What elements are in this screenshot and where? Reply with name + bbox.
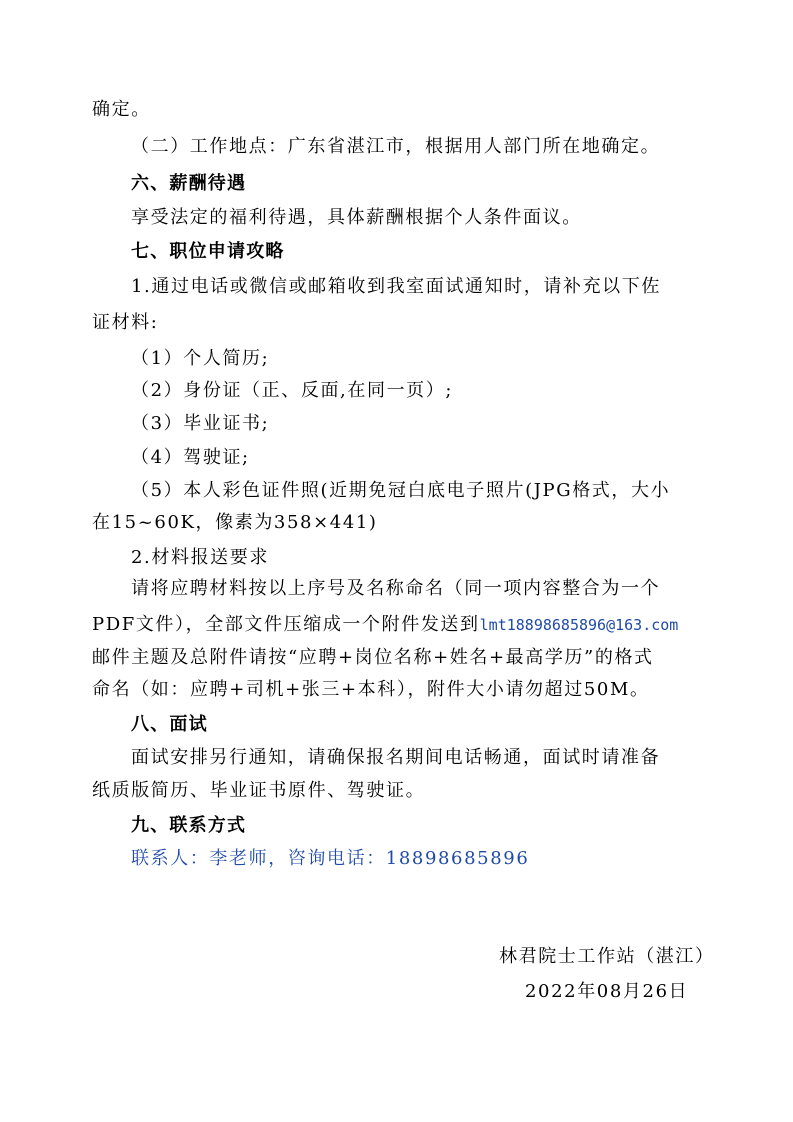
- work-location: （二）工作地点：广东省湛江市，根据用人部门所在地确定。: [131, 136, 661, 157]
- contact-info: 联系人：李老师，咨询电话：18898685896: [131, 848, 530, 869]
- send-instructions-cont: [92, 613, 678, 637]
- list-item-cont: 在15~60K，像素为358×441): [92, 512, 378, 533]
- list-item: （5）本人彩色证件照(近期免冠白底电子照片(JPG格式，大小: [131, 480, 671, 501]
- apply-step-1-cont: 证材料:: [92, 312, 159, 333]
- list-item: （2）身份证（正、反面,在同一页）;: [131, 380, 454, 401]
- interview-text-cont: 纸质版简历、毕业证书原件、驾驶证。: [92, 780, 426, 801]
- signature-org: 林君院士工作站（湛江）: [499, 946, 715, 967]
- send-text: PDF文件），全部文件压缩成一个附件发送到: [92, 614, 480, 635]
- heading-interview: 八、面试: [131, 714, 208, 735]
- continued-text: 确定。: [92, 99, 151, 120]
- send-instructions: 请将应聘材料按以上序号及名称命名（同一项内容整合为一个: [131, 578, 661, 599]
- send-instructions-subject: 邮件主题及总附件请按“应聘+岗位名称+姓名+最高学历”的格式: [92, 647, 654, 668]
- apply-step-2: 2.材料报送要求: [131, 547, 269, 568]
- list-item: （3）毕业证书;: [131, 413, 270, 434]
- apply-step-1: 1.通过电话或微信或邮箱收到我室面试通知时，请补充以下佐: [131, 276, 661, 297]
- heading-contact: 九、联系方式: [131, 815, 247, 836]
- email-link[interactable]: lmt18898685896@163.com: [479, 616, 679, 634]
- list-item: （1）个人简历;: [131, 348, 270, 369]
- signature-date: 2022年08月26日: [525, 981, 689, 1002]
- heading-apply: 七、职位申请攻略: [131, 241, 285, 262]
- heading-salary: 六、薪酬待遇: [131, 173, 247, 194]
- salary-text: 享受法定的福利待遇，具体薪酬根据个人条件面议。: [131, 207, 582, 228]
- list-item: （4）驾驶证;: [131, 447, 250, 468]
- interview-text: 面试安排另行通知，请确保报名期间电话畅通，面试时请准备: [131, 747, 661, 768]
- send-instructions-naming: 命名（如：应聘+司机+张三+本科），附件大小请勿超过50M。: [92, 679, 650, 700]
